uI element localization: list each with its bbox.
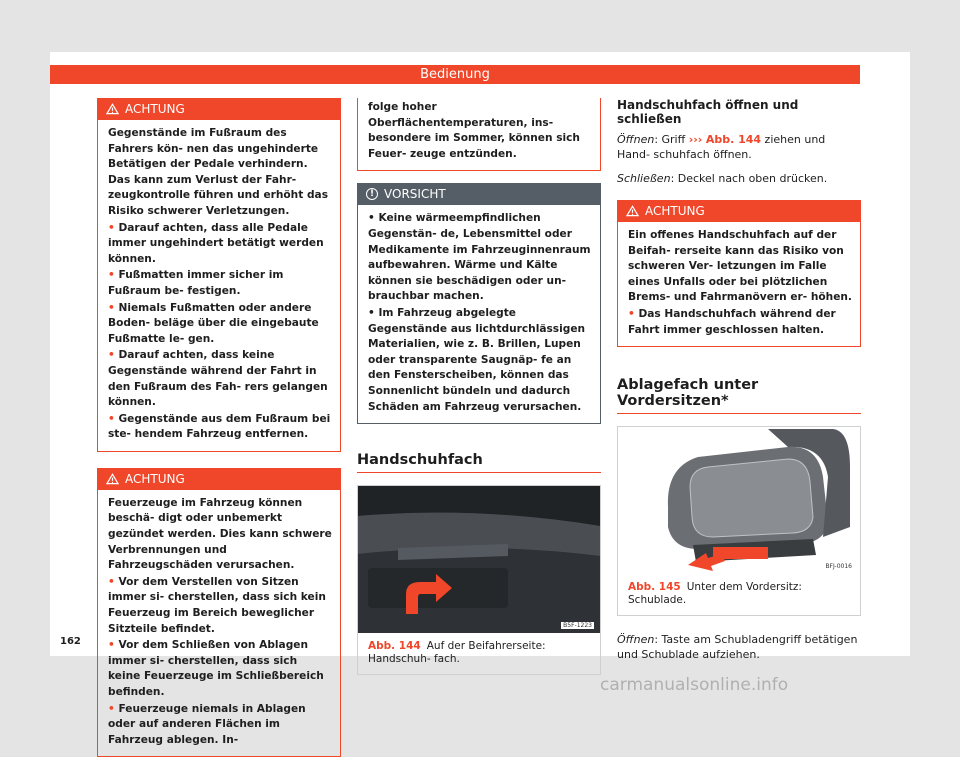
seat-drawer-illustration [618, 427, 860, 574]
warning-header [98, 468, 340, 490]
list-item: • Niemals Fußmatten oder andere Boden- beläge über die eingebaute Fußmatte le- gen. [108, 301, 319, 345]
warning-intro: Ein offenes Handschuhfach auf der Beifah- rerseite kann das Risiko von schweren Ver- letzungen im Falle eines Unfalls oder bei plötzlichen Brems- und Fahrmanövern er- höhen. [628, 229, 852, 304]
list-item: • Gegenstände aus dem Fußraum bei ste- hendem Fahrzeug entfernen. [108, 412, 331, 441]
warning-box-lighters [97, 468, 341, 757]
warning-body [358, 98, 600, 170]
caution-box [357, 183, 601, 424]
list-item: • Keine wärmeempfindlichen Gegenstän- de, Lebensmittel oder Medikamente im Fahrzeuginnenraum aufbewahren. Wärme und Kälte können sie beschädigen oder un- brauchbar machen. [368, 212, 591, 303]
warning-triangle-icon [626, 205, 639, 217]
warning-label: ACHTUNG [645, 204, 705, 218]
list-item: • Im Fahrzeug abgelegte Gegenstände aus lichtdurchlässigen Materialien, wie z. B. Brillen, Lupen oder transparente Saugnäp- fe an den Fensterscheiben, können das Sonnenlicht bündeln und dadurch Schäden am Fahrzeug verursachen. [368, 306, 586, 413]
list-item: • Das Handschuhfach während der Fahrt immer geschlossen halten. [628, 307, 836, 336]
section-underseat [617, 377, 861, 662]
column-1 [97, 98, 341, 757]
figure-reference-link[interactable]: Abb. 144 [705, 133, 762, 146]
warning-box-pedals [97, 98, 341, 452]
warning-body [98, 120, 340, 451]
figure-145 [617, 426, 861, 616]
drawer-open-instruction: Öffnen: Taste am Schubladengriff betätigen und Schublade aufziehen. [617, 633, 858, 662]
warning-label: ACHTUNG [125, 102, 185, 116]
warning-header [98, 98, 340, 120]
list-item: • Vor dem Verstellen von Sitzen immer si- cherstellen, dass sich kein Feuerzeug im Bereich beweglicher Sitzteile befindet. [108, 575, 326, 635]
subsection-title: Handschuhfach öffnen und schließen [617, 98, 799, 126]
warning-box-continued [357, 98, 601, 171]
column-3 [617, 98, 861, 662]
close-instruction: Schließen: Deckel nach oben drücken. [617, 172, 828, 185]
list-item: • Feuerzeuge niemals in Ablagen oder auf anderen Flächen im Fahrzeug ablegen. In- [108, 702, 306, 746]
figure-caption: Abb. 145 Unter dem Vordersitz: Schublade. [628, 581, 802, 607]
watermark: carmanualsonline.info [600, 675, 789, 695]
warning-triangle-icon [106, 473, 119, 485]
page-header: Bedienung [50, 65, 860, 84]
section-glovebox [357, 452, 601, 675]
caution-label: VORSICHT [384, 187, 446, 202]
list-item: • Vor dem Schließen von Ablagen immer si- cherstellen, dass sich keine Feuerzeuge im Schließbereich befinden. [108, 639, 324, 698]
list-item: • Darauf achten, dass keine Gegenstände während der Fahrt in den Fußraum des Fah- rers gelangen können. [108, 349, 328, 409]
list-item: • Darauf achten, dass alle Pedale immer ungehindert betätigt werden können. [108, 221, 324, 265]
glovebox-image [358, 486, 600, 633]
figure-caption: Abb. 144 Auf der Beifahrerseite: Handschuh- fach. [368, 640, 546, 666]
caution-header [358, 183, 600, 205]
caution-body [358, 205, 600, 423]
open-instruction: Öffnen: Griff ››› Abb. 144 ziehen und Hand- schuhfach öffnen. [617, 133, 826, 161]
warning-body [98, 490, 340, 757]
warning-intro: Gegenstände im Fußraum des Fahrers kön- nen das ungehinderte Betätigen der Pedale verhindern. Das kann zum Verlust der Fahr- zeugkontrolle führen und erhöht das Risiko schwerer Verletzungen. [108, 127, 329, 217]
warning-label: ACHTUNG [125, 471, 185, 486]
column-2 [357, 98, 601, 675]
section-title: Handschuhfach [357, 452, 601, 473]
warning-body [618, 222, 860, 346]
glovebox-illustration [358, 486, 600, 633]
warning-triangle-icon [106, 103, 119, 115]
warning-header [618, 200, 860, 222]
figure-code: BFJ-0016 [825, 563, 852, 571]
warning-box-glovebox [617, 200, 861, 347]
list-item: • Fußmatten immer sicher im Fußraum be- festigen. [108, 269, 284, 297]
seat-drawer-image [618, 427, 860, 574]
page-number: 162 [60, 636, 81, 647]
warning-continued-text: folge hoher Oberflächentemperaturen, ins- besondere im Sommer, können sich Feuer- zeuge entzünden. [368, 101, 580, 160]
info-circle-icon: ! [366, 188, 378, 200]
figure-144 [357, 485, 601, 675]
warning-intro: Feuerzeuge im Fahrzeug können beschä- digt oder unbemerkt gezündet werden. Dies kann schwere Verbrennungen und Fahrzeugschäden verursachen. [108, 496, 332, 572]
section-title: Ablagefach unter Vordersitzen* [617, 377, 861, 414]
figure-code: B5F-1223 [563, 622, 592, 630]
